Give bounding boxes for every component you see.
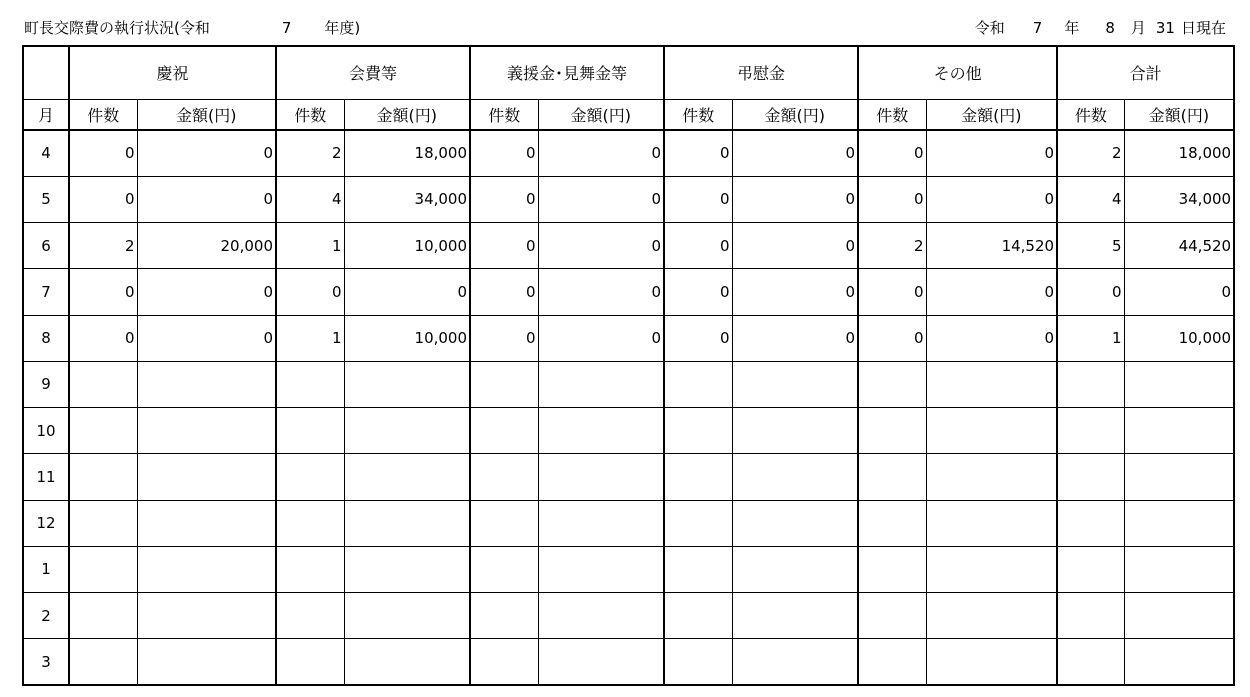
count-cell [664,500,732,546]
count-cell [470,361,538,407]
amount-cell [1124,408,1234,454]
count-cell [470,408,538,454]
count-cell [858,639,926,685]
amount-cell [137,454,276,500]
count-cell: 0 [858,315,926,361]
amount-cell [344,546,470,592]
amount-header: 金額(円) [344,99,470,130]
count-cell [276,639,344,685]
count-cell: 0 [858,130,926,176]
amount-cell: 14,520 [926,223,1057,269]
amount-cell [732,361,858,407]
count-cell [858,361,926,407]
amount-cell [538,593,664,639]
count-cell: 0 [470,269,538,315]
amount-cell [732,546,858,592]
count-header: 件数 [664,99,732,130]
amount-cell [137,639,276,685]
count-header: 件数 [470,99,538,130]
count-header: 件数 [69,99,137,130]
amount-cell [732,500,858,546]
count-cell: 2 [858,223,926,269]
amount-cell: 44,520 [1124,223,1234,269]
table-row [23,315,1234,361]
asof-suffix: 日現在 [1180,19,1226,37]
table-row [23,408,1234,454]
amount-cell [926,454,1057,500]
asof-era: 令和 [974,19,1005,37]
count-header: 件数 [276,99,344,130]
amount-cell [344,639,470,685]
amount-cell: 0 [926,269,1057,315]
table-row [23,454,1234,500]
amount-cell [926,500,1057,546]
amount-cell [1124,361,1234,407]
month-cell: 7 [23,269,69,315]
table-row [23,130,1234,176]
count-cell [69,593,137,639]
table-row [23,269,1234,315]
asof-month-unit: 月 [1130,19,1146,37]
count-cell [276,546,344,592]
count-cell: 1 [1057,315,1124,361]
count-cell: 0 [664,269,732,315]
table-row [23,361,1234,407]
count-cell [276,361,344,407]
asof-day: 31 [1155,19,1175,37]
count-cell [664,454,732,500]
count-cell [470,546,538,592]
amount-cell [538,500,664,546]
month-cell: 3 [23,639,69,685]
amount-cell: 20,000 [137,223,276,269]
title-suffix: 年度) [324,19,361,37]
count-cell: 0 [69,130,137,176]
asof-month: 8 [1105,19,1115,37]
count-cell: 0 [69,269,137,315]
amount-header: 金額(円) [1124,99,1234,130]
asof-year-unit: 年 [1064,19,1080,37]
count-cell [1057,593,1124,639]
count-cell: 4 [276,176,344,222]
amount-cell: 0 [137,269,276,315]
month-cell: 12 [23,500,69,546]
title-prefix: 町長交際費の執行状況(令和 [24,19,210,37]
count-cell [470,500,538,546]
amount-cell [732,408,858,454]
count-cell [69,639,137,685]
count-cell [470,639,538,685]
count-cell [858,593,926,639]
amount-cell: 0 [732,130,858,176]
count-cell: 2 [69,223,137,269]
amount-cell [344,408,470,454]
group-header-donations: 義援金･見舞金等 [470,46,664,99]
count-cell [276,454,344,500]
amount-cell [732,593,858,639]
amount-cell [926,639,1057,685]
count-cell [1057,408,1124,454]
count-cell: 0 [470,223,538,269]
amount-header: 金額(円) [732,99,858,130]
month-cell: 2 [23,593,69,639]
amount-cell: 0 [732,269,858,315]
amount-cell: 0 [926,130,1057,176]
count-cell [69,454,137,500]
count-cell [470,454,538,500]
amount-header: 金額(円) [926,99,1057,130]
count-cell [664,361,732,407]
as-of-date [975,17,1226,38]
count-cell [69,408,137,454]
count-cell [858,408,926,454]
count-cell: 5 [1057,223,1124,269]
count-cell: 0 [858,269,926,315]
count-cell [858,500,926,546]
count-cell: 2 [1057,130,1124,176]
amount-cell: 0 [538,130,664,176]
amount-cell [1124,500,1234,546]
count-cell: 0 [664,223,732,269]
table-row [23,500,1234,546]
count-header: 件数 [858,99,926,130]
group-header-membership-fees: 会費等 [276,46,470,99]
month-cell: 11 [23,454,69,500]
amount-cell: 0 [732,315,858,361]
table-row [23,176,1234,222]
count-cell [69,361,137,407]
table-row [23,546,1234,592]
count-cell: 1 [276,223,344,269]
amount-cell: 0 [344,269,470,315]
table-row [23,639,1234,685]
count-cell: 0 [69,176,137,222]
amount-cell: 10,000 [1124,315,1234,361]
count-cell: 2 [276,130,344,176]
amount-cell: 0 [538,315,664,361]
amount-cell: 0 [538,269,664,315]
amount-cell: 0 [538,223,664,269]
group-header-total: 合計 [1057,46,1234,99]
amount-cell: 0 [1124,269,1234,315]
count-cell [1057,361,1124,407]
group-header-other: その他 [858,46,1057,99]
count-cell [1057,500,1124,546]
column-header-row [23,99,1234,130]
group-header-row [23,46,1234,99]
count-cell: 4 [1057,176,1124,222]
month-cell: 10 [23,408,69,454]
count-cell [276,500,344,546]
group-header-celebration: 慶祝 [69,46,276,99]
count-cell [858,546,926,592]
amount-header: 金額(円) [137,99,276,130]
amount-cell [538,639,664,685]
count-cell: 1 [276,315,344,361]
amount-cell [344,454,470,500]
amount-cell: 18,000 [1124,130,1234,176]
amount-cell [538,408,664,454]
expense-table [22,45,1235,686]
amount-header: 金額(円) [538,99,664,130]
amount-cell: 18,000 [344,130,470,176]
table-row [23,223,1234,269]
count-cell [664,593,732,639]
amount-cell [344,361,470,407]
month-cell: 1 [23,546,69,592]
document-title [24,17,360,38]
count-cell [470,593,538,639]
month-header: 月 [23,99,69,130]
amount-cell [538,454,664,500]
count-cell: 0 [470,130,538,176]
corner-cell [23,46,69,99]
month-cell: 4 [23,130,69,176]
amount-cell: 34,000 [344,176,470,222]
title-year: 7 [281,19,292,37]
month-cell: 5 [23,176,69,222]
table-body [23,130,1234,685]
amount-cell [1124,639,1234,685]
amount-cell: 0 [926,176,1057,222]
amount-cell [137,500,276,546]
amount-cell [926,593,1057,639]
amount-cell [538,361,664,407]
count-cell [1057,546,1124,592]
amount-cell: 0 [732,176,858,222]
asof-year: 7 [1032,19,1043,37]
month-cell: 8 [23,315,69,361]
count-cell [69,546,137,592]
amount-cell [137,593,276,639]
amount-cell [137,546,276,592]
count-cell [276,593,344,639]
amount-cell [926,546,1057,592]
amount-cell [1124,546,1234,592]
count-cell [664,546,732,592]
amount-cell: 0 [732,223,858,269]
count-cell [1057,639,1124,685]
month-cell: 6 [23,223,69,269]
count-cell: 0 [470,315,538,361]
amount-cell [344,500,470,546]
count-cell [664,639,732,685]
count-cell [276,408,344,454]
amount-cell [344,593,470,639]
amount-cell [137,408,276,454]
amount-cell [732,639,858,685]
amount-cell: 0 [137,176,276,222]
count-cell: 0 [276,269,344,315]
count-header: 件数 [1057,99,1124,130]
amount-cell [1124,593,1234,639]
amount-cell: 34,000 [1124,176,1234,222]
table-row [23,593,1234,639]
count-cell [1057,454,1124,500]
count-cell: 0 [69,315,137,361]
amount-cell: 10,000 [344,223,470,269]
amount-cell [137,361,276,407]
count-cell [858,454,926,500]
amount-cell: 0 [137,315,276,361]
count-cell [664,408,732,454]
count-cell: 0 [1057,269,1124,315]
amount-cell [926,361,1057,407]
month-cell: 9 [23,361,69,407]
count-cell: 0 [858,176,926,222]
amount-cell [538,546,664,592]
amount-cell: 0 [137,130,276,176]
count-cell: 0 [664,315,732,361]
group-header-condolence: 弔慰金 [664,46,858,99]
count-cell: 0 [664,130,732,176]
amount-cell [1124,454,1234,500]
amount-cell: 0 [538,176,664,222]
amount-cell: 10,000 [344,315,470,361]
count-cell: 0 [470,176,538,222]
count-cell: 0 [664,176,732,222]
amount-cell: 0 [926,315,1057,361]
count-cell [69,500,137,546]
amount-cell [926,408,1057,454]
amount-cell [732,454,858,500]
